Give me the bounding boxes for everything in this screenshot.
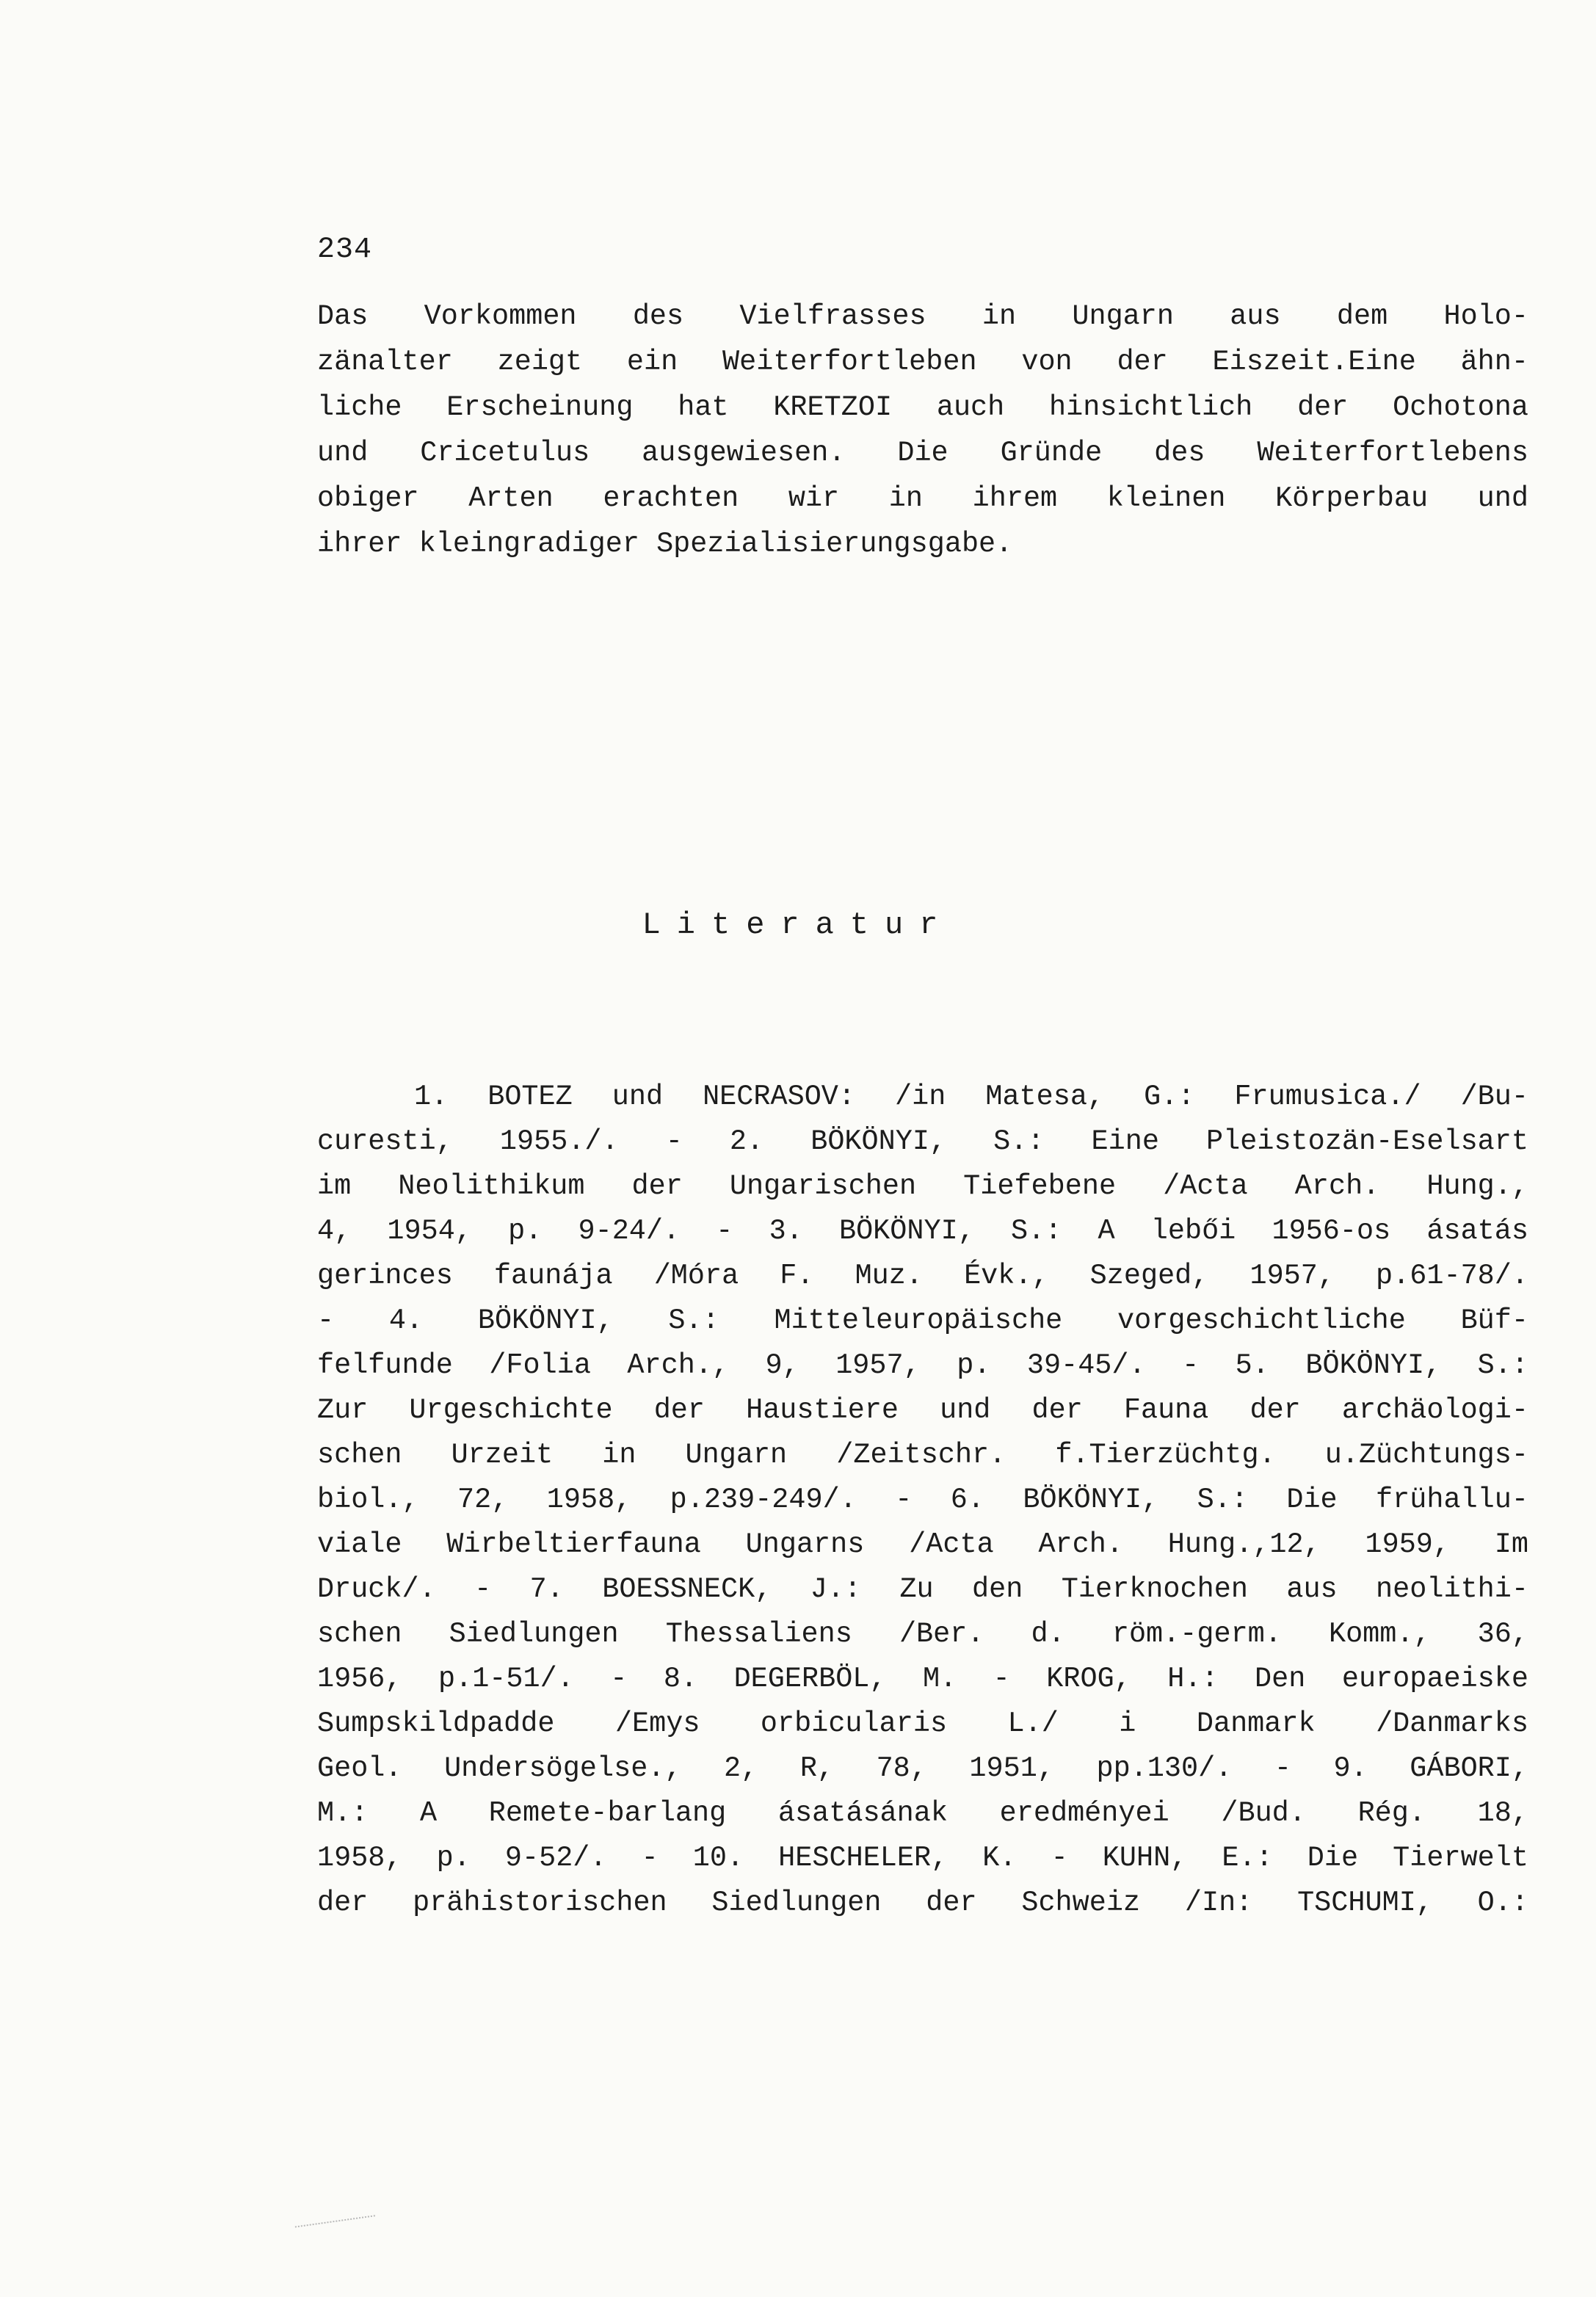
text-line: liche Erscheinung hat KRETZOI auch hinsichtlich der Ochotona [317,391,1528,424]
reference-line: 1. BOTEZ und NECRASOV: /in Matesa, G.: Frumusica./ /Bu- [414,1081,1528,1113]
text-line: obiger Arten erachten wir in ihrem kleinen Körperbau und [317,482,1528,515]
reference-line: felfunde /Folia Arch., 9, 1957, p. 39-45/. - 5. BÖKÖNYI, S.: [317,1349,1528,1382]
reference-line: curesti, 1955./. - 2. BÖKÖNYI, S.: Eine Pleistozän-Eselsart [317,1125,1528,1158]
reference-line: Sumpskildpadde /Emys orbicularis L./ i Danmark /Danmarks [317,1708,1528,1740]
reference-line: im Neolithikum der Ungarischen Tiefebene /Acta Arch. Hung., [317,1170,1528,1202]
reference-line: gerinces faunája /Móra F. Muz. Évk., Szeged, 1957, p.61-78/. [317,1260,1528,1292]
reference-line: viale Wirbeltierfauna Ungarns /Acta Arch. Hung.,12, 1959, Im [317,1528,1528,1561]
intro-paragraph [317,294,1528,567]
reference-line: der prähistorischen Siedlungen der Schweiz /In: TSCHUMI, O.: [317,1887,1528,1919]
reference-line: Zur Urgeschichte der Haustiere und der Fauna der archäologi- [317,1394,1528,1426]
reference-list [317,1075,1528,1926]
reference-line: schen Siedlungen Thessaliens /Ber. d. röm.-germ. Komm., 36, [317,1618,1528,1650]
reference-line: 1956, p.1-51/. - 8. DEGERBÖL, M. - KROG, H.: Den europaeiske [317,1663,1528,1695]
reference-line: biol., 72, 1958, p.239-249/. - 6. BÖKÖNYI, S.: Die frühallu- [317,1484,1528,1516]
reference-line: schen Urzeit in Ungarn /Zeitschr. f.Tierzüchtg. u.Züchtungs- [317,1439,1528,1471]
paper-mark [293,2200,375,2227]
reference-line: Druck/. - 7. BOESSNECK, J.: Zu den Tierknochen aus neolithi- [317,1573,1528,1605]
text-line: ihrer kleingradiger Spezialisierungsgabe. [317,528,1013,560]
reference-line: 4, 1954, p. 9-24/. - 3. BÖKÖNYI, S.: A lebői 1956-os ásatás [317,1215,1528,1247]
section-heading: Literatur [642,907,954,943]
reference-line: M.: A Remete-barlang ásatásának eredményei /Bud. Rég. 18, [317,1797,1528,1829]
reference-line: 1958, p. 9-52/. - 10. HESCHELER, K. - KUHN, E.: Die Tierwelt [317,1842,1528,1874]
text-line: zänalter zeigt ein Weiterfortleben von der Eiszeit.Eine ähn- [317,346,1528,378]
reference-line: - 4. BÖKÖNYI, S.: Mitteleuropäische vorgeschichtliche Büf- [317,1304,1528,1337]
page-number: 234 [317,233,373,266]
text-line: Das Vorkommen des Vielfrasses in Ungarn aus dem Holo- [317,300,1528,333]
reference-line: Geol. Undersögelse., 2, R, 78, 1951, pp.130/. - 9. GÁBORI, [317,1752,1528,1785]
text-line: und Cricetulus ausgewiesen. Die Gründe des Weiterfortlebens [317,437,1528,469]
